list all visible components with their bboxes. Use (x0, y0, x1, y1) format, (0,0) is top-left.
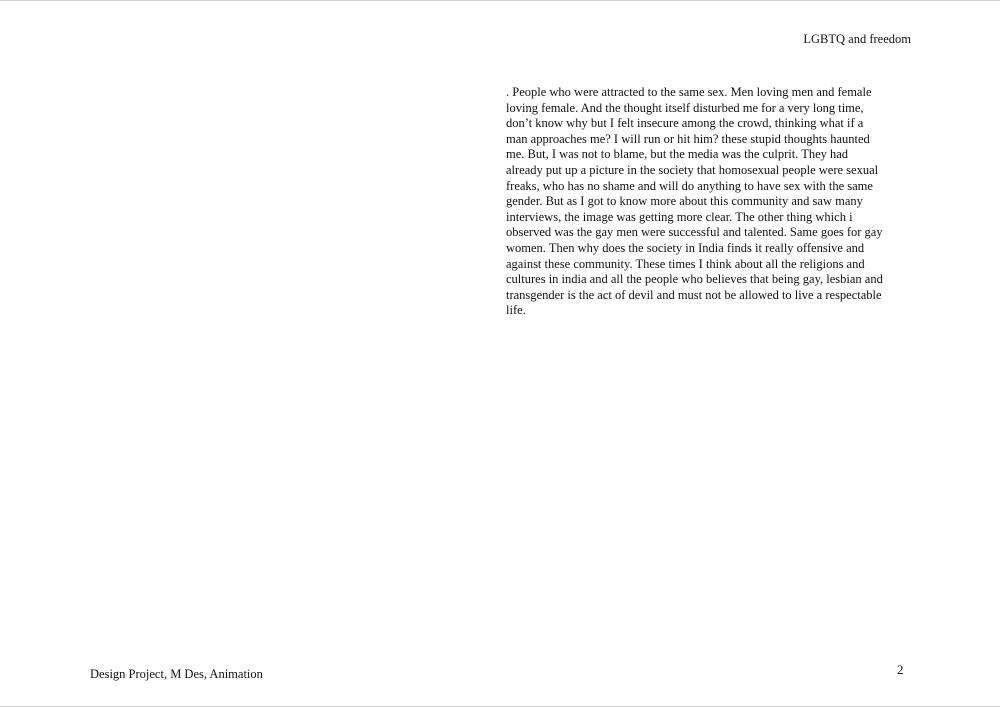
body-line: observed was the gay men were successful and talented. Same goes for gay (506, 225, 883, 240)
body-line: interviews, the image was getting more clear. The other thing which i (506, 209, 853, 224)
body-line: women. Then why does the society in India finds it really offensive and (506, 240, 865, 255)
body-paragraph (506, 85, 908, 319)
body-line: freaks, who has no shame and will do anything to have sex with the same (506, 178, 873, 193)
body-line: against these community. These times I think about all the religions and (506, 256, 865, 271)
running-header: LGBTQ and freedom (803, 32, 911, 46)
body-line: . People who were attracted to the same sex. Men loving men and female (506, 85, 872, 99)
body-line: cultures in india and all the people who believes that being gay, lesbian and (506, 272, 883, 287)
page-number: 2 (897, 662, 904, 677)
footer-course-label: Design Project, M Des, Animation (90, 667, 263, 681)
body-line: transgender is the act of devil and must not be allowed to live a respectable (506, 287, 882, 302)
body-line: don’t know why but I felt insecure among the crowd, thinking what if a (506, 116, 864, 131)
body-line: man approaches me? I will run or hit him? these stupid thoughts haunted (506, 131, 870, 146)
body-line: me. But, I was not to blame, but the media was the culprit. They had (506, 147, 849, 162)
body-line: gender. But as I got to know more about this community and saw many (506, 194, 863, 209)
body-line: already put up a picture in the society that homosexual people were sexual (506, 162, 879, 177)
body-line: life. (506, 303, 526, 318)
body-line: loving female. And the thought itself disturbed me for a very long time, (506, 100, 864, 115)
